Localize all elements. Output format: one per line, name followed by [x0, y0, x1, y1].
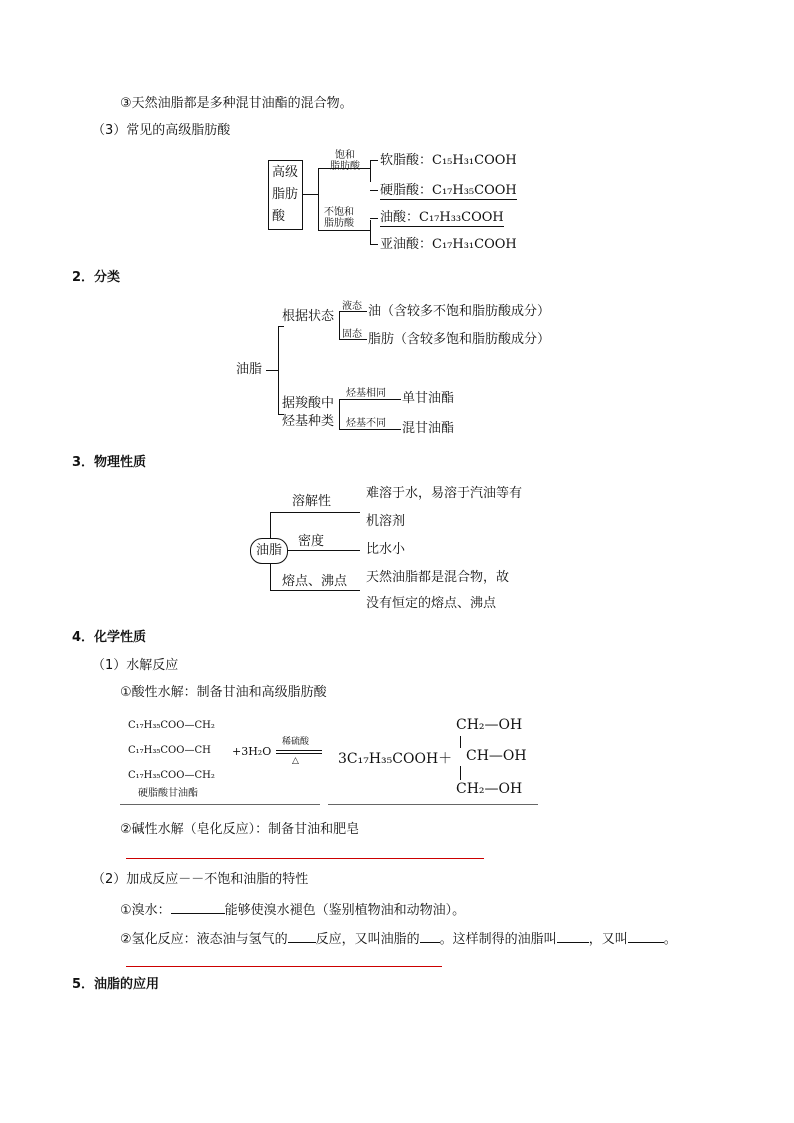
reactant-row-1: C₁₇H₃₅COO—CH₂ — [128, 720, 215, 731]
mp-desc-1: 天然油脂都是混合物，故 — [366, 570, 510, 585]
section-5-title: 5．油脂的应用 — [72, 977, 160, 992]
root-line-3: 酸 — [272, 209, 286, 224]
oleic-acid: 油酸：C₁₇H₃₃COOH — [380, 210, 504, 225]
liquid-label: 液态 — [342, 301, 362, 312]
palmitic-acid: 软脂酸：C₁₅H₃₁COOH — [380, 153, 517, 168]
same-label: 烃基相同 — [346, 388, 386, 399]
hydrogenation-part-1: ②氢化反应：液态油与氢气的 — [120, 932, 288, 947]
bromine-suffix: 能够使溴水褪色（鉴别植物油和动物油）。 — [224, 903, 466, 918]
hydrogenation-part-4: ，又叫 — [588, 932, 628, 947]
mixed-glyceride: 混甘油酯 — [402, 421, 455, 436]
fatty-acids-diagram — [268, 150, 538, 260]
root-line-1: 高级 — [272, 165, 299, 180]
density-label: 密度 — [298, 534, 325, 549]
section-3-title: 3．物理性质 — [72, 455, 147, 470]
by-group-2: 烃基种类 — [282, 414, 335, 429]
base-hydrolysis: ②碱性水解（皂化反应）：制备甘油和肥皂 — [120, 822, 360, 837]
reactant-name: 硬脂酸甘油酯 — [138, 788, 198, 799]
saturated-label: 饱和 脂肪酸 — [330, 150, 360, 172]
bromine-blank[interactable] — [171, 900, 225, 914]
physical-diagram — [250, 482, 550, 617]
hydrogenation-blank-2[interactable] — [420, 929, 440, 943]
hydrogenation-blank-4[interactable] — [628, 929, 664, 943]
answer-line-1 — [126, 858, 484, 859]
heat-symbol: △ — [292, 756, 299, 766]
mp-label: 熔点、沸点 — [282, 574, 348, 589]
fatty-acids-root-box — [268, 160, 303, 230]
glycerol-row-3: CH₂—OH — [456, 781, 523, 797]
solubility-desc-1: 难溶于水，易溶于汽油等有 — [366, 486, 523, 501]
solid-label: 固态 — [342, 329, 362, 340]
hydrogenation-blank-3[interactable] — [557, 929, 589, 943]
by-group-1: 据羧酸中 — [282, 396, 335, 411]
linoleic-acid: 亚油酸：C₁₇H₃₁COOH — [380, 237, 517, 252]
bromine-line — [120, 900, 465, 919]
solubility-label: 溶解性 — [292, 494, 332, 509]
root-line-2: 脂肪 — [272, 187, 299, 202]
hydrogenation-part-3: 。这样制得的油脂叫 — [439, 932, 557, 947]
glycerol-row-2: CH—OH — [466, 748, 527, 764]
mp-desc-2: 没有恒定的熔点、沸点 — [366, 596, 497, 611]
classification-diagram — [236, 294, 566, 439]
answer-line-2 — [126, 966, 442, 967]
class-root: 油脂 — [236, 362, 263, 377]
water: +3H₂O — [232, 745, 272, 758]
reactant-row-3: C₁₇H₃₅COO—CH₂ — [128, 770, 215, 781]
addition-title: （2）加成反应－－不饱和油脂的特性 — [92, 872, 309, 887]
hydrolysis-title: （1）水解反应 — [92, 658, 179, 673]
solubility-desc-2: 机溶剂 — [366, 514, 406, 529]
hydrogenation-part-2: 反应，又叫油脂的 — [315, 932, 420, 947]
bromine-prefix: ①溴水： — [120, 903, 171, 918]
by-state: 根据状态 — [282, 309, 335, 324]
hydrogenation-part-5: 。 — [663, 932, 677, 947]
hydrogenation-blank-1[interactable] — [288, 929, 316, 943]
catalyst: 稀硫酸 — [282, 737, 310, 747]
stearic-acid: 硬脂酸：C₁₇H₃₅COOH — [380, 183, 517, 198]
acid-hydrolysis: ①酸性水解：制备甘油和高级脂肪酸 — [120, 685, 327, 700]
physical-root: 油脂 — [250, 538, 288, 564]
fat-desc: 脂肪（含较多饱和脂肪酸成分） — [368, 332, 551, 347]
diff-label: 烃基不同 — [346, 418, 386, 429]
intro-point-3: ③天然油脂都是多种混甘油酯的混合物。 — [120, 96, 353, 111]
product-acid: 3C₁₇H₃₅COOH＋ — [338, 751, 453, 767]
unsaturated-label: 不饱和 脂肪酸 — [324, 207, 354, 229]
reactant-row-2: C₁₇H₃₅COO—CH — [128, 745, 211, 756]
oil-desc: 油（含较多不饱和脂肪酸成分） — [368, 304, 551, 319]
hydrogenation-line — [120, 929, 677, 948]
density-desc: 比水小 — [366, 542, 406, 557]
section-4-title: 4．化学性质 — [72, 630, 147, 645]
fatty-acids-heading: （3）常见的高级脂肪酸 — [92, 123, 231, 138]
glycerol-row-1: CH₂—OH — [456, 717, 523, 733]
section-2-title: 2．分类 — [72, 270, 121, 285]
hydrolysis-equation — [120, 712, 540, 807]
simple-glyceride: 单甘油酯 — [402, 391, 455, 406]
